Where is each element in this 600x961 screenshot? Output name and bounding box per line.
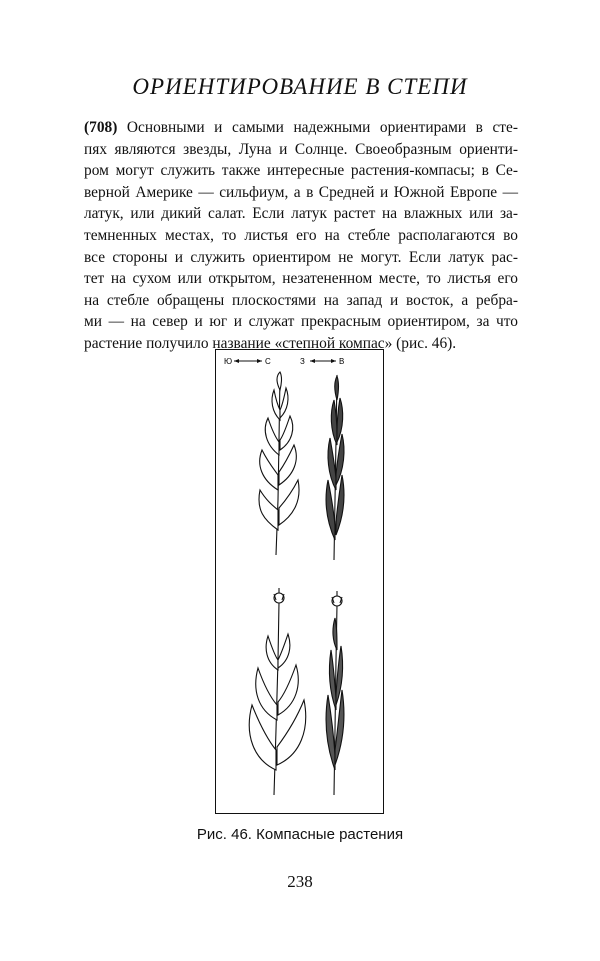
text-line: ром могут служить также интересные растения-компасы; в Се- <box>84 162 518 180</box>
text-line: пях являются звезды, Луна и Солнце. Своеобразным ориенти- <box>84 140 518 158</box>
plant-north-south-view-top <box>259 372 299 555</box>
paragraph-708 <box>84 117 518 355</box>
text-line: растение получило название «степной компас» (рис. 46). <box>84 334 457 352</box>
direction-west-label: З <box>300 357 305 366</box>
text-line: верной Америке — сильфиум, а в Средней и Южной Европе — <box>84 183 518 201</box>
direction-east-label: В <box>339 357 345 366</box>
text-line: тет на сухом или открытом, незатененном месте, то листья его <box>84 270 518 288</box>
figure-compass-plants <box>215 349 384 814</box>
compass-plants-illustration <box>216 350 382 812</box>
chapter-title: ОРИЕНТИРОВАНИЕ В СТЕПИ <box>132 74 468 99</box>
text-line: темненных местах, то листья его на стебле располагаются во <box>84 226 518 244</box>
plant-north-south-view-bottom <box>249 588 305 795</box>
figure-caption: Рис. 46. Компасные растения <box>196 826 404 843</box>
text-line: на стебле обращены плоскостями на запад и восток, а ребра- <box>84 291 518 309</box>
text-line: (708) Основными и самыми надежными ориентирами в сте- <box>84 119 518 136</box>
plant-west-east-view-bottom <box>326 591 344 795</box>
plant-west-east-view-top <box>326 375 344 560</box>
text-line: латук, или дикий салат. Если латук растет на влажных или за- <box>84 205 518 223</box>
paragraph-number: (708) <box>84 119 118 136</box>
direction-south-label: Ю <box>224 357 233 366</box>
page-number: 238 <box>287 872 313 891</box>
text-line: ми — на север и юг и служат прекрасным ориентиром, за что <box>84 313 518 331</box>
direction-north-label: С <box>265 357 271 366</box>
text-line: все стороны и служить ориентиром не могут. Если латук рас- <box>84 248 518 266</box>
